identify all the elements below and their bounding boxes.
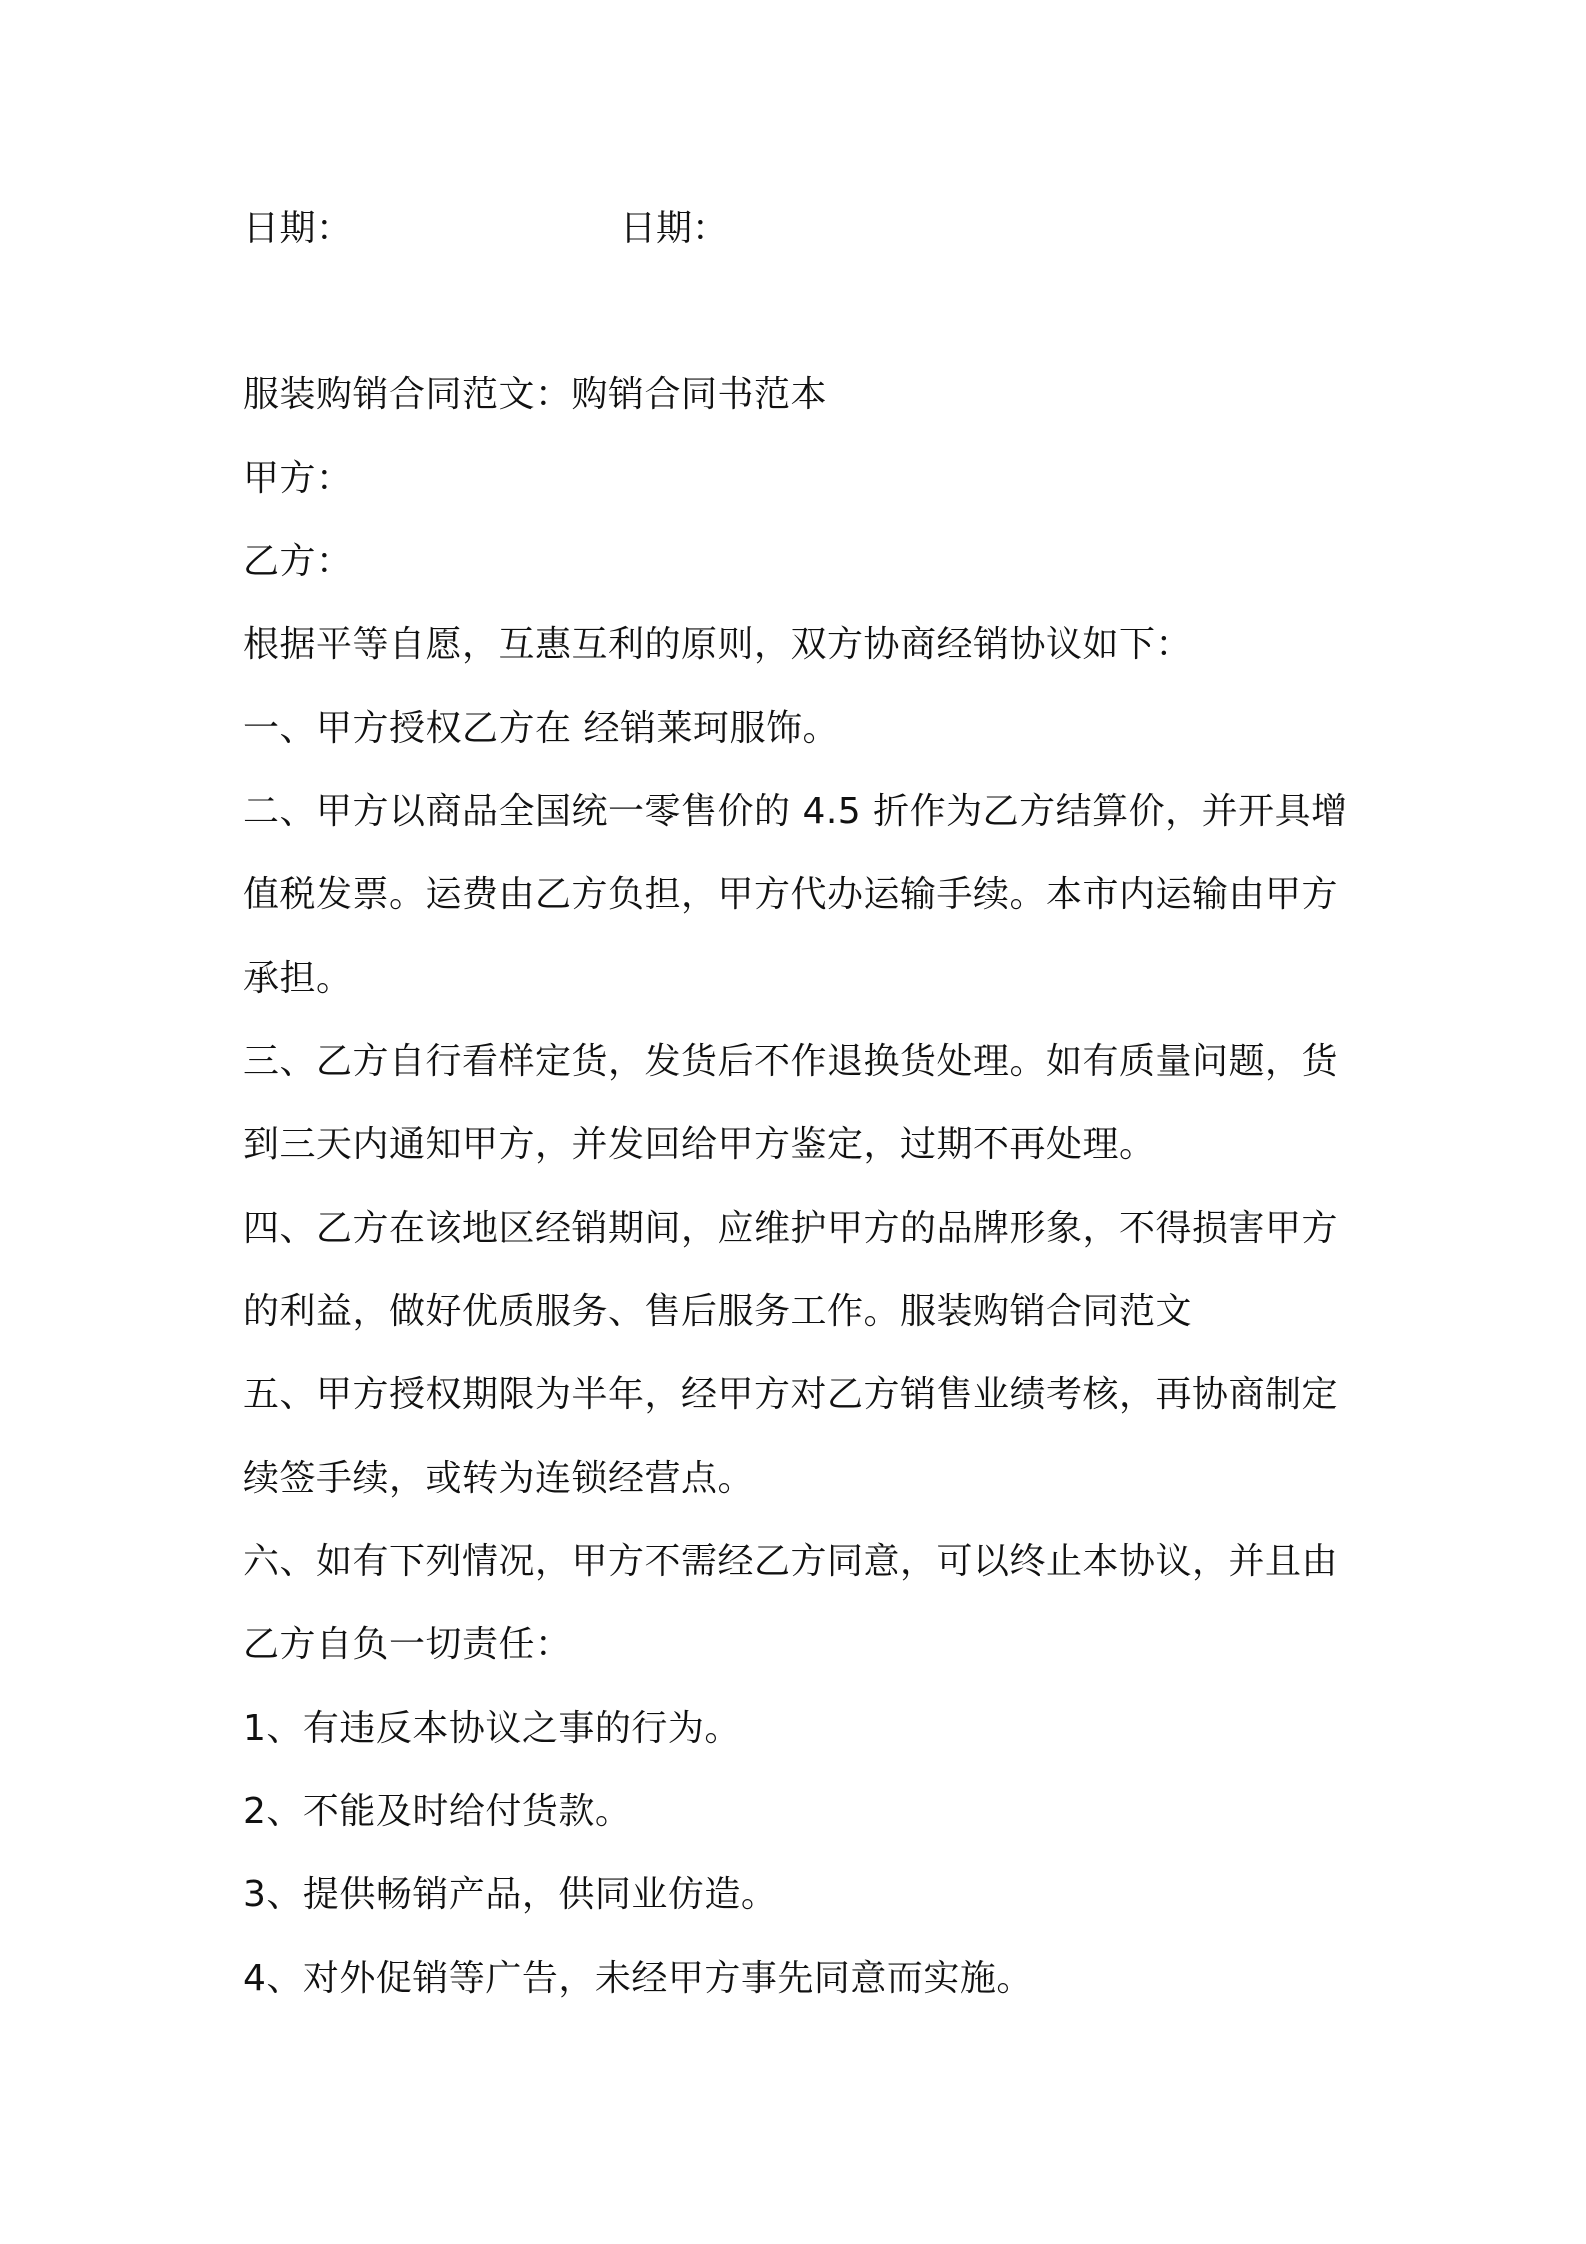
party-a-label: 甲方： <box>243 458 353 499</box>
clause-5-line-1: 五、甲方授权期限为半年，经甲方对乙方销售业绩考核，再协商制定 <box>243 1374 1339 1415</box>
clause-5-line-2: 续签手续，或转为连锁经营点。 <box>243 1458 755 1499</box>
clause-4-line-2: 的利益，做好优质服务、售后服务工作。服装购销合同范文 <box>243 1291 1193 1332</box>
clause-3-line-1: 三、乙方自行看样定货，发货后不作退换货处理。如有质量问题，货 <box>243 1041 1339 1082</box>
date-label-right: 日期： <box>620 208 729 249</box>
intro-paragraph: 根据平等自愿，互惠互利的原则，双方协商经销协议如下： <box>243 624 1193 665</box>
party-b-label: 乙方： <box>243 541 353 582</box>
document-title: 服装购销合同范文：购销合同书范本 <box>243 374 828 415</box>
clause-2-line-3: 承担。 <box>243 958 353 999</box>
date-label-left: 日期： <box>243 208 353 249</box>
list-item-2: 2、不能及时给付货款。 <box>243 1791 632 1832</box>
clause-2-line-2: 值税发票。运费由乙方负担，甲方代办运输手续。本市内运输由甲方 <box>243 874 1339 915</box>
clause-4-line-1: 四、乙方在该地区经销期间，应维护甲方的品牌形象，不得损害甲方 <box>243 1208 1339 1249</box>
clause-6-line-1: 六、如有下列情况，甲方不需经乙方同意，可以终止本协议，并且由 <box>243 1541 1339 1582</box>
clause-2-line-1: 二、甲方以商品全国统一零售价的 4.5 折作为乙方结算价，并开具增 <box>243 791 1348 832</box>
list-item-3: 3、提供畅销产品，供同业仿造。 <box>243 1874 778 1915</box>
clause-6-line-2: 乙方自负一切责任： <box>243 1624 572 1665</box>
clause-3-line-2: 到三天内通知甲方，并发回给甲方鉴定，过期不再处理。 <box>243 1124 1156 1165</box>
list-item-4: 4、对外促销等广告，未经甲方事先同意而实施。 <box>243 1958 1033 1999</box>
clause-1-line-1: 一、甲方授权乙方在 经销莱珂服饰。 <box>243 708 839 749</box>
list-item-1: 1、有违反本协议之事的行为。 <box>243 1708 741 1749</box>
